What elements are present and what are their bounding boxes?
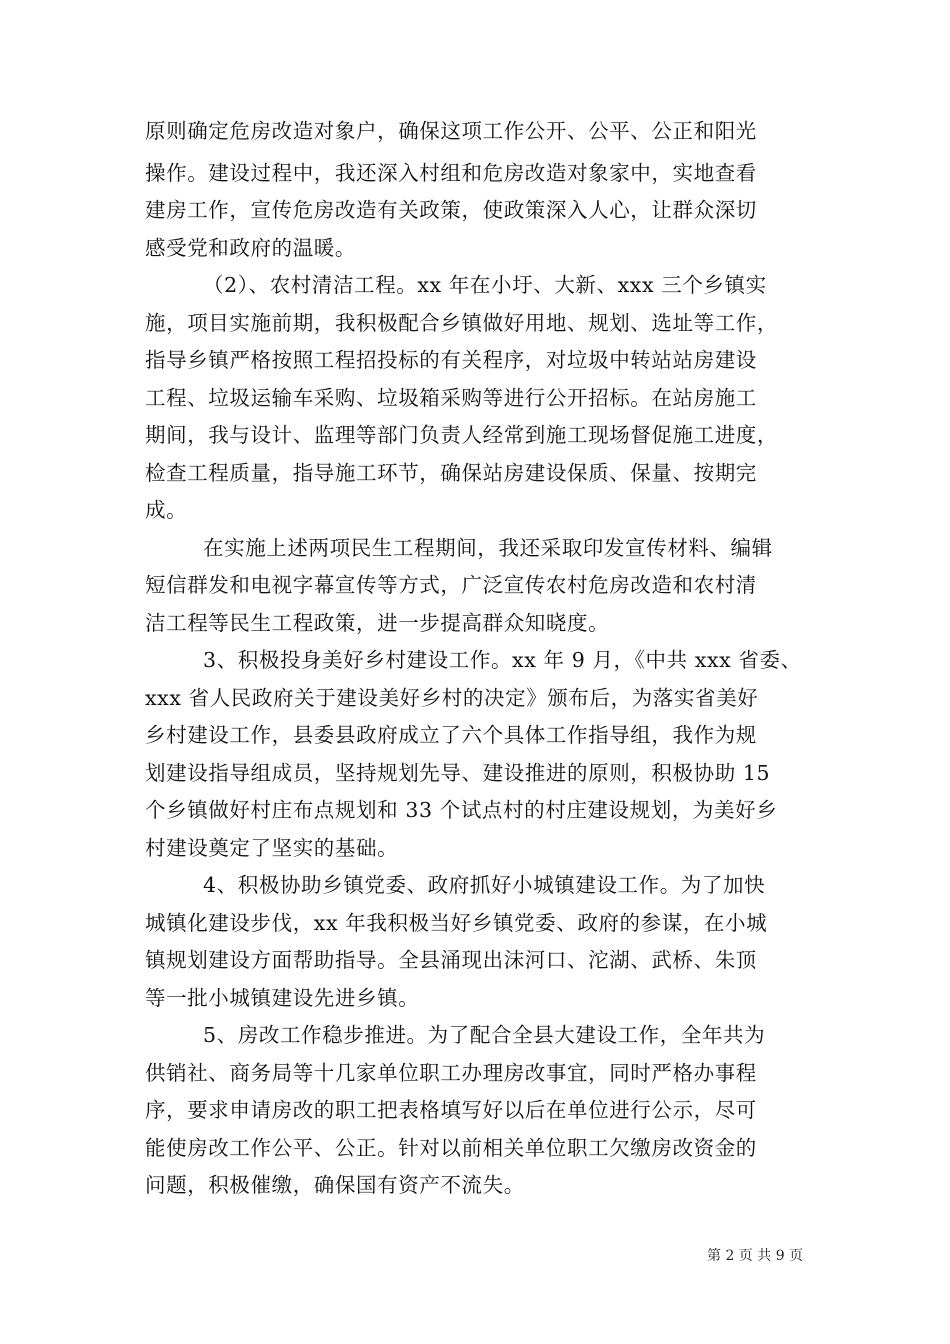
text-line: 城镇化建设步伐，xx 年我积极当好乡镇党委、政府的参谋，在小城 (145, 911, 768, 935)
text-line: 供销社、商务局等十几家单位职工办理房改事宜，同时严格办事程 (145, 1061, 757, 1085)
page-number: 第 2 页 共 9 页 (707, 1248, 804, 1264)
text-line: 5、房改工作稳步推进。为了配合全县大建设工作，全年共为 (203, 1023, 766, 1047)
text-line: xxx 省人民政府关于建设美好乡村的决定》颁布后，为落实省美好 (145, 686, 759, 710)
text-line: 在实施上述两项民生工程期间，我还采取印发宣传材料、编辑 (203, 536, 773, 560)
text-line: 等一批小城镇建设先进乡镇。 (145, 986, 420, 1010)
text-line: （2）、农村清洁工程。xx 年在小圩、大新、xxx 三个乡镇实 (203, 273, 767, 297)
text-line: 4、积极协助乡镇党委、政府抓好小城镇建设工作。为了加快 (203, 873, 766, 897)
text-line: 划建设指导组成员，坚持规划先导、建设推进的原则，积极协助 15 (145, 761, 771, 785)
text-line: 指导乡镇严格按照工程招投标的有关程序，对垃圾中转站站房建设 (145, 348, 757, 372)
text-line: 检查工程质量，指导施工环节，确保站房建设保质、保量、按期完 (145, 461, 757, 485)
text-line: 短信群发和电视字幕宣传等方式，广泛宣传农村危房改造和农村清 (145, 573, 757, 597)
text-line: 施，项目实施前期，我积极配合乡镇做好用地、规划、选址等工作， (145, 311, 778, 335)
text-line: 原则确定危房改造对象户，确保这项工作公开、公平、公正和阳光 (145, 119, 757, 143)
text-line: 成。 (145, 498, 188, 522)
text-line: 个乡镇做好村庄布点规划和 33 个试点村的村庄建设规划，为美好乡 (145, 798, 778, 822)
text-line: 镇规划建设方面帮助指导。全县涌现出沫河口、沱湖、武桥、朱顶 (145, 948, 757, 972)
text-line: 序，要求申请房改的职工把表格填写好以后在单位进行公示，尽可 (145, 1098, 757, 1122)
text-line: 操作。建设过程中，我还深入村组和危房改造对象家中，实地查看 (145, 161, 757, 185)
text-line: 3、积极投身美好乡村建设工作。xx 年 9 月，《中共 xxx 省委、 (203, 648, 802, 672)
text-line: 洁工程等民生工程政策，进一步提高群众知晓度。 (145, 611, 610, 635)
text-line: 能使房改工作公平、公正。针对以前相关单位职工欠缴房改资金的 (145, 1136, 757, 1160)
text-line: 建房工作，宣传危房改造有关政策，使政策深入人心，让群众深切 (145, 198, 757, 222)
text-line: 工程、垃圾运输车采购、垃圾箱采购等进行公开招标。在站房施工 (145, 386, 757, 410)
text-line: 感受党和政府的温暖。 (145, 236, 356, 260)
text-line: 期间，我与设计、监理等部门负责人经常到施工现场督促施工进度， (145, 423, 778, 447)
text-line: 问题，积极催缴，确保国有资产不流失。 (145, 1173, 525, 1197)
text-line: 村建设奠定了坚实的基础。 (145, 836, 399, 860)
text-line: 乡村建设工作，县委县政府成立了六个具体工作指导组，我作为规 (145, 723, 757, 747)
